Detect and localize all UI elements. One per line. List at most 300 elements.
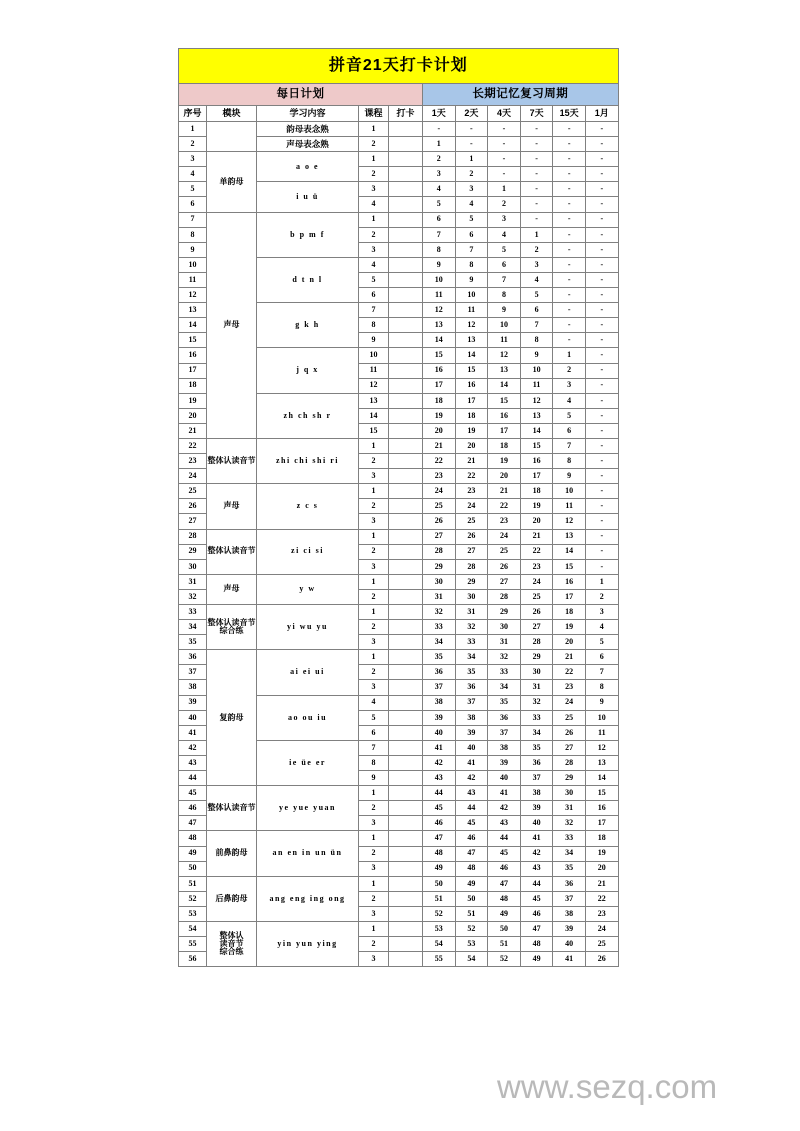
cell-seq: 7 <box>179 212 207 227</box>
cell-review-day4: 31 <box>488 635 521 650</box>
cell-review-day2: 29 <box>455 574 488 589</box>
cell-review-month1: - <box>585 438 618 453</box>
cell-checkin[interactable] <box>389 831 423 846</box>
cell-seq: 50 <box>179 861 207 876</box>
cell-review-day15: - <box>553 167 586 182</box>
cell-checkin[interactable] <box>389 906 423 921</box>
cell-review-day15: 11 <box>553 499 586 514</box>
cell-checkin[interactable] <box>389 620 423 635</box>
cell-review-month1: 1 <box>585 574 618 589</box>
column-header-day2: 2天 <box>455 106 488 122</box>
cell-checkin[interactable] <box>389 710 423 725</box>
cell-checkin[interactable] <box>389 303 423 318</box>
cell-review-month1: - <box>585 152 618 167</box>
cell-seq: 42 <box>179 740 207 755</box>
cell-review-day2: 43 <box>455 786 488 801</box>
cell-lesson: 2 <box>359 137 389 152</box>
cell-review-day4: - <box>488 167 521 182</box>
cell-review-day4: 18 <box>488 438 521 453</box>
cell-review-day1: 11 <box>423 288 456 303</box>
cell-review-day4: 10 <box>488 318 521 333</box>
cell-review-day15: 6 <box>553 423 586 438</box>
cell-review-day15: - <box>553 288 586 303</box>
cell-lesson: 2 <box>359 454 389 469</box>
cell-review-day4: 50 <box>488 921 521 936</box>
cell-review-day4: 23 <box>488 514 521 529</box>
cell-checkin[interactable] <box>389 484 423 499</box>
cell-review-day2: 10 <box>455 288 488 303</box>
cell-review-day15: 34 <box>553 846 586 861</box>
cell-review-day4: 37 <box>488 725 521 740</box>
cell-review-day7: 36 <box>520 755 553 770</box>
cell-review-day1: 40 <box>423 725 456 740</box>
cell-lesson: 1 <box>359 921 389 936</box>
cell-checkin[interactable] <box>389 801 423 816</box>
cell-review-day4: 32 <box>488 650 521 665</box>
cell-review-day1: 31 <box>423 589 456 604</box>
cell-review-day7: - <box>520 197 553 212</box>
cell-checkin[interactable] <box>389 499 423 514</box>
cell-review-month1: 19 <box>585 846 618 861</box>
cell-review-day2: 47 <box>455 846 488 861</box>
cell-review-day4: 15 <box>488 393 521 408</box>
cell-lesson: 2 <box>359 620 389 635</box>
column-header-seq: 序号 <box>179 106 207 122</box>
cell-lesson: 2 <box>359 167 389 182</box>
cell-seq: 32 <box>179 589 207 604</box>
cell-review-day7: 47 <box>520 921 553 936</box>
column-header-module: 模块 <box>207 106 257 122</box>
cell-seq: 54 <box>179 921 207 936</box>
cell-review-day2: 38 <box>455 710 488 725</box>
cell-content: ye yue yuan <box>257 786 359 831</box>
cell-seq: 53 <box>179 906 207 921</box>
cell-review-month1: 10 <box>585 710 618 725</box>
cell-lesson: 1 <box>359 484 389 499</box>
cell-review-month1: - <box>585 257 618 272</box>
cell-review-day4: 11 <box>488 333 521 348</box>
cell-review-day15: 10 <box>553 484 586 499</box>
cell-review-day15: 40 <box>553 937 586 952</box>
cell-review-day7: - <box>520 167 553 182</box>
cell-review-day2: 4 <box>455 197 488 212</box>
cell-review-day2: 28 <box>455 559 488 574</box>
cell-review-month1: - <box>585 303 618 318</box>
table-row <box>179 650 619 665</box>
cell-review-month1: - <box>585 408 618 423</box>
cell-review-day1: 2 <box>423 152 456 167</box>
cell-lesson: 2 <box>359 227 389 242</box>
cell-review-month1: - <box>585 544 618 559</box>
cell-checkin[interactable] <box>389 333 423 348</box>
cell-review-day4: 21 <box>488 484 521 499</box>
cell-content: zi ci si <box>257 529 359 574</box>
cell-checkin[interactable] <box>389 695 423 710</box>
cell-checkin[interactable] <box>389 288 423 303</box>
cell-review-month1: 22 <box>585 891 618 906</box>
cell-checkin[interactable] <box>389 137 423 152</box>
cell-checkin[interactable] <box>389 650 423 665</box>
cell-review-day4: 33 <box>488 665 521 680</box>
cell-seq: 41 <box>179 725 207 740</box>
cell-lesson: 7 <box>359 303 389 318</box>
cell-review-month1: - <box>585 182 618 197</box>
cell-review-day15: 23 <box>553 680 586 695</box>
cell-checkin[interactable] <box>389 469 423 484</box>
cell-review-month1: 6 <box>585 650 618 665</box>
cell-review-month1: 15 <box>585 786 618 801</box>
cell-review-month1: - <box>585 167 618 182</box>
cell-seq: 47 <box>179 816 207 831</box>
cell-review-day15: - <box>553 152 586 167</box>
pinyin-plan-table <box>178 48 619 967</box>
cell-checkin[interactable] <box>389 393 423 408</box>
cell-module: 后鼻韵母 <box>207 876 257 921</box>
cell-review-month1: - <box>585 393 618 408</box>
cell-lesson: 3 <box>359 182 389 197</box>
cell-review-day1: 43 <box>423 771 456 786</box>
cell-review-day2: 26 <box>455 529 488 544</box>
cell-review-month1: - <box>585 122 618 137</box>
cell-review-day7: 38 <box>520 786 553 801</box>
cell-module: 声母 <box>207 574 257 604</box>
cell-seq: 55 <box>179 937 207 952</box>
cell-review-day7: 30 <box>520 665 553 680</box>
cell-checkin[interactable] <box>389 167 423 182</box>
cell-seq: 35 <box>179 635 207 650</box>
cell-module: 单韵母 <box>207 152 257 212</box>
cell-review-month1: 7 <box>585 665 618 680</box>
cell-review-day7: 41 <box>520 831 553 846</box>
cell-review-day15: 17 <box>553 589 586 604</box>
cell-review-day15: 16 <box>553 574 586 589</box>
table-row <box>179 529 619 544</box>
cell-review-day2: 5 <box>455 212 488 227</box>
cell-review-day7: 3 <box>520 257 553 272</box>
cell-lesson: 15 <box>359 423 389 438</box>
cell-review-day7: 17 <box>520 469 553 484</box>
cell-checkin[interactable] <box>389 876 423 891</box>
cell-review-day2: 25 <box>455 514 488 529</box>
cell-seq: 13 <box>179 303 207 318</box>
cell-review-day7: 39 <box>520 801 553 816</box>
cell-review-day2: 24 <box>455 499 488 514</box>
cell-review-month1: 26 <box>585 952 618 967</box>
cell-review-month1: 23 <box>585 906 618 921</box>
cell-content: 韵母表念熟 <box>257 122 359 137</box>
cell-review-day15: 27 <box>553 740 586 755</box>
cell-checkin[interactable] <box>389 771 423 786</box>
cell-review-day15: - <box>553 272 586 287</box>
cell-seq: 51 <box>179 876 207 891</box>
cell-review-day7: 29 <box>520 650 553 665</box>
cell-checkin[interactable] <box>389 529 423 544</box>
cell-review-day7: - <box>520 212 553 227</box>
cell-seq: 31 <box>179 574 207 589</box>
cell-lesson: 3 <box>359 952 389 967</box>
cell-review-day1: 42 <box>423 755 456 770</box>
cell-review-day7: - <box>520 182 553 197</box>
cell-lesson: 2 <box>359 937 389 952</box>
cell-checkin[interactable] <box>389 605 423 620</box>
cell-checkin[interactable] <box>389 363 423 378</box>
cell-review-day15: 4 <box>553 393 586 408</box>
cell-checkin[interactable] <box>389 921 423 936</box>
cell-checkin[interactable] <box>389 212 423 227</box>
cell-review-day4: 40 <box>488 771 521 786</box>
cell-content: ai ei ui <box>257 650 359 695</box>
cell-review-day7: 6 <box>520 303 553 318</box>
cell-seq: 16 <box>179 348 207 363</box>
cell-seq: 52 <box>179 891 207 906</box>
cell-review-day1: 46 <box>423 816 456 831</box>
cell-checkin[interactable] <box>389 257 423 272</box>
cell-review-month1: - <box>585 378 618 393</box>
cell-review-day7: 10 <box>520 363 553 378</box>
cell-review-month1: 24 <box>585 921 618 936</box>
cell-module: 整体认读音节 综合练 <box>207 605 257 650</box>
cell-checkin[interactable] <box>389 816 423 831</box>
cell-review-day15: 39 <box>553 921 586 936</box>
table-row <box>179 438 619 453</box>
cell-review-day2: 12 <box>455 318 488 333</box>
cell-review-day1: 7 <box>423 227 456 242</box>
cell-checkin[interactable] <box>389 378 423 393</box>
cell-review-month1: - <box>585 212 618 227</box>
cell-review-day2: 50 <box>455 891 488 906</box>
cell-review-day1: 45 <box>423 801 456 816</box>
cell-module: 前鼻韵母 <box>207 831 257 876</box>
cell-review-day1: 6 <box>423 212 456 227</box>
cell-review-day15: - <box>553 318 586 333</box>
cell-lesson: 6 <box>359 288 389 303</box>
cell-checkin[interactable] <box>389 635 423 650</box>
cell-review-day2: 36 <box>455 680 488 695</box>
cell-review-day15: 12 <box>553 514 586 529</box>
cell-review-day1: 1 <box>423 137 456 152</box>
cell-review-day1: 25 <box>423 499 456 514</box>
cell-checkin[interactable] <box>389 786 423 801</box>
cell-lesson: 1 <box>359 122 389 137</box>
cell-review-day7: 9 <box>520 348 553 363</box>
cell-checkin[interactable] <box>389 348 423 363</box>
cell-checkin[interactable] <box>389 544 423 559</box>
cell-review-day1: 30 <box>423 574 456 589</box>
cell-review-day7: 14 <box>520 423 553 438</box>
cell-seq: 39 <box>179 695 207 710</box>
cell-seq: 38 <box>179 680 207 695</box>
cell-review-day15: 41 <box>553 952 586 967</box>
cell-lesson: 3 <box>359 469 389 484</box>
cell-review-day4: 45 <box>488 846 521 861</box>
cell-review-day4: 48 <box>488 891 521 906</box>
cell-review-day2: 15 <box>455 363 488 378</box>
cell-review-day1: 24 <box>423 484 456 499</box>
cell-lesson: 1 <box>359 605 389 620</box>
cell-seq: 36 <box>179 650 207 665</box>
cell-review-month1: 12 <box>585 740 618 755</box>
cell-seq: 8 <box>179 227 207 242</box>
cell-review-day2: 48 <box>455 861 488 876</box>
cell-review-day1: 14 <box>423 333 456 348</box>
cell-review-day7: 15 <box>520 438 553 453</box>
cell-checkin[interactable] <box>389 408 423 423</box>
cell-checkin[interactable] <box>389 680 423 695</box>
cell-review-month1: 16 <box>585 801 618 816</box>
cell-review-day7: 19 <box>520 499 553 514</box>
cell-seq: 4 <box>179 167 207 182</box>
cell-seq: 27 <box>179 514 207 529</box>
cell-checkin[interactable] <box>389 725 423 740</box>
cell-review-month1: 20 <box>585 861 618 876</box>
cell-module: 整体认读音节 <box>207 529 257 574</box>
cell-review-day2: 27 <box>455 544 488 559</box>
cell-review-month1: 17 <box>585 816 618 831</box>
cell-seq: 43 <box>179 755 207 770</box>
cell-review-day1: 5 <box>423 197 456 212</box>
cell-seq: 28 <box>179 529 207 544</box>
cell-review-day1: - <box>423 122 456 137</box>
cell-lesson: 8 <box>359 318 389 333</box>
cell-review-day7: 22 <box>520 544 553 559</box>
cell-checkin[interactable] <box>389 952 423 967</box>
cell-review-month1: - <box>585 469 618 484</box>
cell-review-day1: 32 <box>423 605 456 620</box>
cell-review-day4: 26 <box>488 559 521 574</box>
cell-checkin[interactable] <box>389 227 423 242</box>
cell-seq: 26 <box>179 499 207 514</box>
cell-review-day4: 27 <box>488 574 521 589</box>
cell-checkin[interactable] <box>389 755 423 770</box>
cell-lesson: 2 <box>359 846 389 861</box>
cell-seq: 40 <box>179 710 207 725</box>
cell-review-day15: - <box>553 333 586 348</box>
cell-review-day1: 4 <box>423 182 456 197</box>
cell-review-day4: 2 <box>488 197 521 212</box>
cell-review-day2: 13 <box>455 333 488 348</box>
cell-review-day15: 31 <box>553 801 586 816</box>
cell-checkin[interactable] <box>389 272 423 287</box>
cell-checkin[interactable] <box>389 846 423 861</box>
cell-review-day4: 43 <box>488 816 521 831</box>
cell-seq: 46 <box>179 801 207 816</box>
cell-review-day7: 35 <box>520 740 553 755</box>
cell-review-day15: 26 <box>553 725 586 740</box>
cell-review-day2: 54 <box>455 952 488 967</box>
cell-seq: 6 <box>179 197 207 212</box>
cell-review-day7: 8 <box>520 333 553 348</box>
cell-review-day15: - <box>553 212 586 227</box>
cell-review-day7: 16 <box>520 454 553 469</box>
cell-review-day1: 55 <box>423 952 456 967</box>
cell-review-day1: 12 <box>423 303 456 318</box>
cell-checkin[interactable] <box>389 937 423 952</box>
column-header-day7: 7天 <box>520 106 553 122</box>
cell-review-day2: 1 <box>455 152 488 167</box>
cell-review-day15: 29 <box>553 771 586 786</box>
cell-checkin[interactable] <box>389 122 423 137</box>
cell-review-day7: 18 <box>520 484 553 499</box>
cell-review-day2: 16 <box>455 378 488 393</box>
cell-review-day4: 44 <box>488 831 521 846</box>
cell-review-day7: 34 <box>520 725 553 740</box>
cell-checkin[interactable] <box>389 318 423 333</box>
cell-checkin[interactable] <box>389 574 423 589</box>
column-header-day4: 4天 <box>488 106 521 122</box>
cell-seq: 2 <box>179 137 207 152</box>
table-body <box>179 49 619 967</box>
cell-review-day4: 25 <box>488 544 521 559</box>
cell-seq: 30 <box>179 559 207 574</box>
cell-seq: 3 <box>179 152 207 167</box>
cell-review-day1: 13 <box>423 318 456 333</box>
cell-checkin[interactable] <box>389 242 423 257</box>
cell-lesson: 3 <box>359 635 389 650</box>
cell-review-day4: 22 <box>488 499 521 514</box>
cell-review-day7: 25 <box>520 589 553 604</box>
column-header-row <box>179 106 619 122</box>
cell-checkin[interactable] <box>389 665 423 680</box>
cell-review-day2: 40 <box>455 740 488 755</box>
cell-checkin[interactable] <box>389 740 423 755</box>
cell-checkin[interactable] <box>389 454 423 469</box>
cell-lesson: 3 <box>359 680 389 695</box>
cell-checkin[interactable] <box>389 197 423 212</box>
cell-checkin[interactable] <box>389 589 423 604</box>
cell-review-day7: 43 <box>520 861 553 876</box>
cell-review-day4: 4 <box>488 227 521 242</box>
cell-checkin[interactable] <box>389 438 423 453</box>
cell-review-day4: 1 <box>488 182 521 197</box>
cell-review-day4: 51 <box>488 937 521 952</box>
cell-lesson: 1 <box>359 876 389 891</box>
cell-content: a o e <box>257 152 359 182</box>
cell-review-day2: 42 <box>455 771 488 786</box>
cell-checkin[interactable] <box>389 152 423 167</box>
cell-seq: 24 <box>179 469 207 484</box>
cell-review-day2: 32 <box>455 620 488 635</box>
table-row <box>179 484 619 499</box>
cell-review-day2: 22 <box>455 469 488 484</box>
cell-lesson: 12 <box>359 378 389 393</box>
cell-checkin[interactable] <box>389 182 423 197</box>
cell-lesson: 2 <box>359 665 389 680</box>
cell-checkin[interactable] <box>389 514 423 529</box>
cell-review-day4: 28 <box>488 589 521 604</box>
cell-lesson: 2 <box>359 801 389 816</box>
cell-lesson: 13 <box>359 393 389 408</box>
cell-review-day2: 14 <box>455 348 488 363</box>
cell-review-day1: 15 <box>423 348 456 363</box>
cell-checkin[interactable] <box>389 423 423 438</box>
cell-review-day1: 52 <box>423 906 456 921</box>
cell-lesson: 1 <box>359 438 389 453</box>
cell-content: yin yun ying <box>257 921 359 966</box>
cell-review-day4: 12 <box>488 348 521 363</box>
cell-review-day7: - <box>520 122 553 137</box>
cell-review-day2: 8 <box>455 257 488 272</box>
cell-checkin[interactable] <box>389 559 423 574</box>
cell-review-day7: 37 <box>520 771 553 786</box>
cell-lesson: 2 <box>359 589 389 604</box>
cell-review-day15: 32 <box>553 816 586 831</box>
cell-review-day1: 3 <box>423 167 456 182</box>
cell-lesson: 4 <box>359 197 389 212</box>
cell-seq: 56 <box>179 952 207 967</box>
cell-checkin[interactable] <box>389 891 423 906</box>
cell-checkin[interactable] <box>389 861 423 876</box>
cell-review-day15: 24 <box>553 695 586 710</box>
